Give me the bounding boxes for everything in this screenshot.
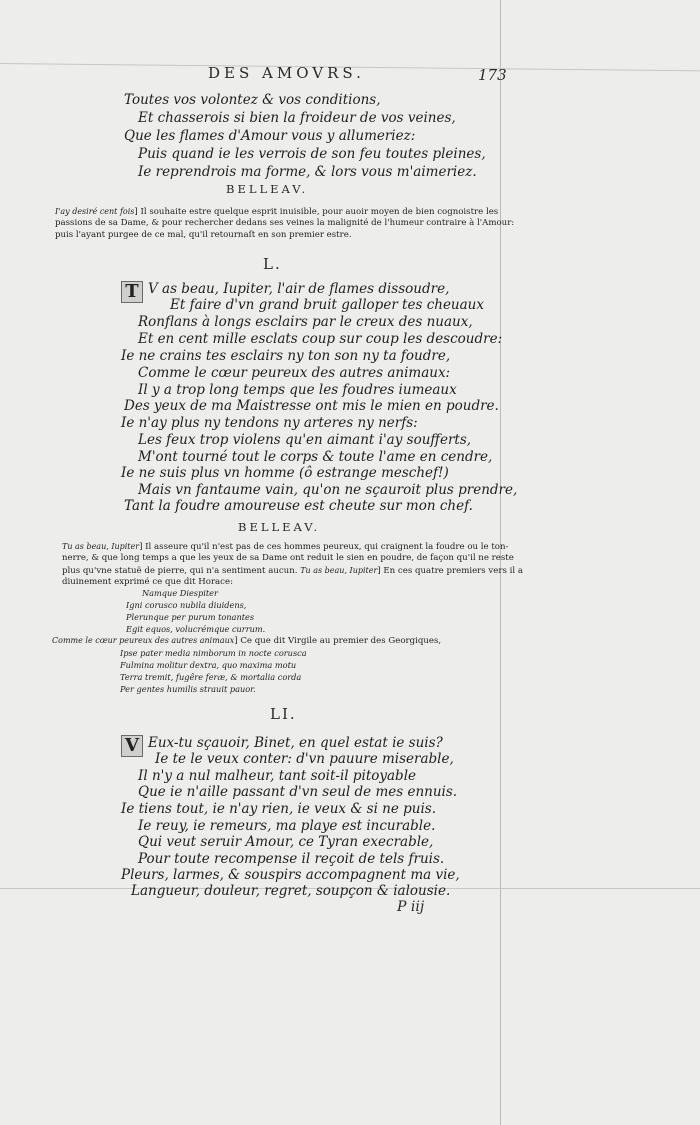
commentary-text: ] Il asseure qu'il n'est pas de ces hommes peureux, qui craignent la foudre ou le ton- [139,542,509,552]
verse-line: Et faire d'vn grand bruit galloper tes cheuaux [170,297,484,313]
verse-line: Pour toute recompense il reçoit de tels fruis. [138,851,445,867]
commentary-line: passions de sa Dame, & pour rechercher dedans ses veines la malignité de l'humeur contraire à l'Amour: [55,218,515,228]
drop-cap: V [121,735,143,757]
quote-line: Igni corusco nubila diuidens, [126,600,247,610]
verse-line: Et en cent mille esclats coup sur coup les descoudre: [138,331,503,347]
verse-line: Les feux trop violens qu'en aimant i'ay soufferts, [138,432,472,448]
verse-line: Ie reuy, ie remeurs, ma playe est incurable. [138,818,436,834]
verse-line: Ie n'ay plus ny tendons ny arteres ny nerfs: [121,415,418,431]
commentary-line [55,206,498,219]
page-number: 173 [478,66,507,84]
quote-line: Fulmina molitur dextra, quo maxima motu [120,660,297,670]
commentary-text: plus qu'vne statuë de pierre, qui n'a sentiment aucun. [62,566,298,576]
commentary-text: ] Il souhaite estre quelque esprit inuisible, pour auoir moyen de bien cognoistre les [134,207,499,217]
sonnet-numeral: L. [263,255,282,273]
quote-line: Per gentes humilis strauit pauor. [120,684,256,694]
quote-line: Ipse pater media nimborum in nocte corusca [120,648,307,658]
commentary-line: puis l'ayant purgee de ce mal, qu'il retournaſt en son premier estre. [55,230,352,240]
verse-line: Ie reprendrois ma forme, & lors vous m'aimeriez. [138,164,477,180]
running-title: DES AMOVRS. [208,64,365,82]
verse-line: Des yeux de ma Maistresse ont mis le mien en poudre. [124,398,499,414]
commentary-line [62,565,523,578]
verse-line: Ie ne suis plus vn homme (ô estrange meschef!) [121,465,449,481]
signature-mark: P iij [397,899,425,915]
verse-line: V as beau, Iupiter, l'air de flames dissoudre, [148,281,450,297]
commentary-text: ] Ce que dit Virgile au premier des Georgiques, [234,636,442,646]
verse-line: Puis quand ie les verrois de son feu toutes pleines, [138,146,486,162]
verse-line: Toutes vos volontez & vos conditions, [124,92,381,108]
lemma: Tu as beau, Iupiter [300,566,378,575]
verse-line: Et chasserois si bien la froideur de vos veines, [138,110,456,126]
verse-line: Ie te le veux conter: d'vn pauure miserable, [155,751,454,767]
commentary-line: nerre, & que long temps a que les yeux de sa Dame ont reduit le sien en poudre, de façon qu'il ne reste [62,553,514,563]
commentary-line [62,541,508,554]
lemma: Comme le cœur peureux des autres animaux [52,636,235,645]
verse-line: Ie tiens tout, ie n'ay rien, ie veux & si ne puis. [121,801,437,817]
verse-line: Il y a trop long temps que les foudres iumeaux [138,382,457,398]
commentary-heading: BELLEAV. [238,520,321,534]
lemma: Tu as beau, Iupiter [62,542,140,551]
quote-line: Plerunque per purum tonantes [126,612,255,622]
verse-line: Comme le cœur peureux des autres animaux: [138,365,451,381]
verse-line: Ie ne crains tes esclairs ny ton son ny ta foudre, [121,348,451,364]
verse-line: Eux-tu sçauoir, Binet, en quel estat ie suis? [148,735,443,751]
verse-line: Mais vn fantaume vain, qu'on ne sçauroit plus prendre, [138,482,518,498]
drop-cap: T [121,281,143,303]
commentary-heading: BELLEAV. [226,182,309,196]
verse-line: Tant la foudre amoureuse est cheute sur mon chef. [124,498,473,514]
lemma: I'ay desiré cent fois [55,207,135,216]
verse-line: Pleurs, larmes, & souspirs accompagnent ma vie, [121,867,460,883]
verse-line: Ronflans à longs esclairs par le creux des nuaux, [138,314,473,330]
verse-line: Que ie n'aille passant d'vn seul de mes ennuis. [138,784,458,800]
verse-line: Langueur, douleur, regret, soupçon & ialousie. [131,883,451,899]
quote-line: Namque Diespiter [142,588,218,598]
verse-line: Que les flames d'Amour vous y allumeriez: [124,128,416,144]
quote-line: Egit equos, volucrémque currum. [126,624,266,634]
sonnet-numeral: LI. [270,705,297,723]
verse-line: Il n'y a nul malheur, tant soit-il pitoyable [138,768,417,784]
verse-line: M'ont tourné tout le corps & toute l'ame en cendre, [138,449,493,465]
commentary-line [52,635,441,648]
commentary-line: diuinement exprimé ce que dit Horace: [62,577,233,587]
quote-line: Terra tremit, fugêre feræ, & mortalia corda [120,672,302,682]
verse-line: Qui veut seruir Amour, ce Tyran execrable, [138,834,434,850]
commentary-text: ] En ces quatre premiers vers il a [377,566,523,576]
